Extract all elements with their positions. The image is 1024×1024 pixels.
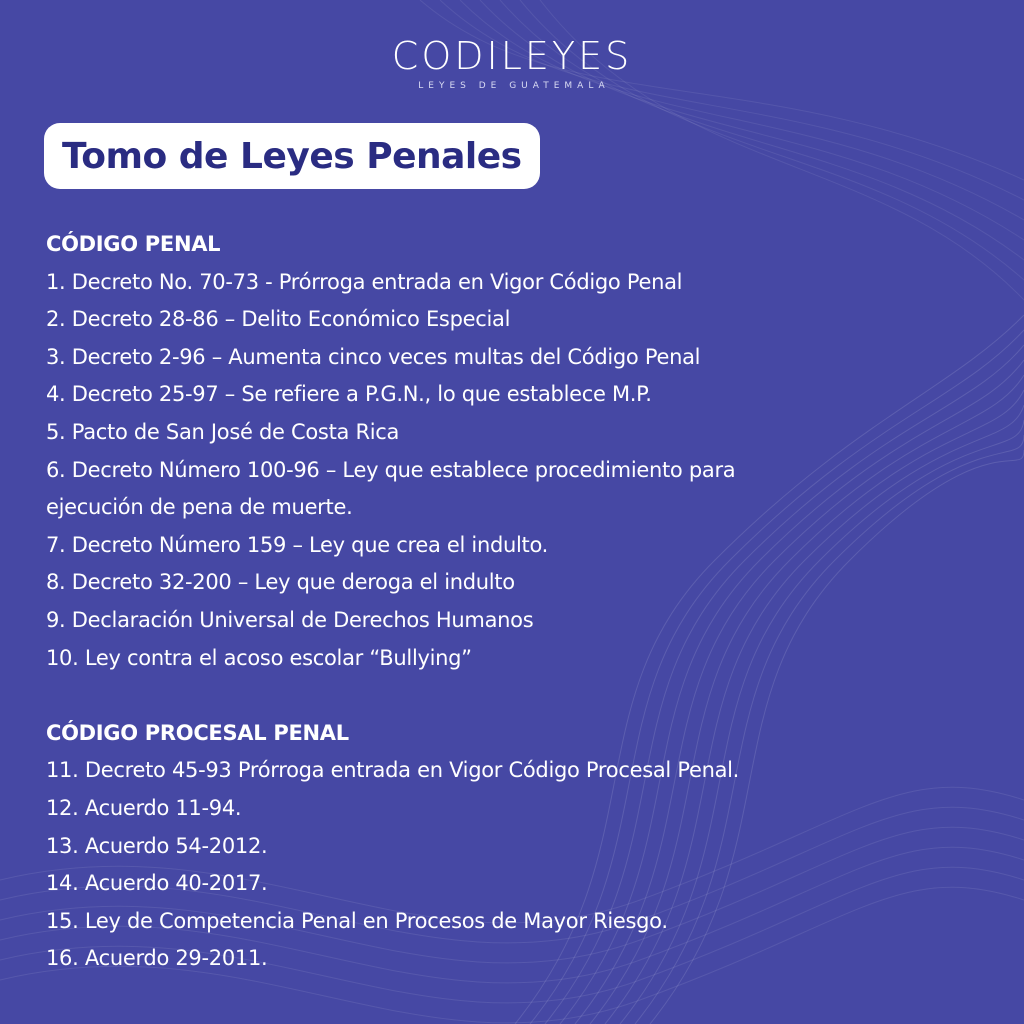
page-title: Tomo de Leyes Penales	[62, 135, 522, 177]
law-list	[46, 226, 946, 978]
list-item: 16. Acuerdo 29-2011.	[46, 946, 268, 971]
list-item: 8. Decreto 32-200 – Ley que deroga el indulto	[46, 570, 515, 595]
title-pill	[44, 123, 540, 189]
list-item: 14. Acuerdo 40-2017.	[46, 871, 268, 896]
brand-name: CODILEYES	[391, 34, 633, 78]
list-item: 1. Decreto No. 70-73 - Prórroga entrada en Vigor Código Penal	[46, 269, 683, 294]
brand-logo	[0, 34, 1024, 92]
list-item: 7. Decreto Número 159 – Ley que crea el indulto.	[46, 532, 549, 557]
list-item: 12. Acuerdo 11-94.	[46, 795, 242, 820]
list-item: 13. Acuerdo 54-2012.	[46, 833, 268, 858]
list-item: 5. Pacto de San José de Costa Rica	[46, 419, 400, 444]
list-item: ejecución de pena de muerte.	[46, 495, 353, 520]
section-spacer	[46, 677, 946, 715]
list-item: 9. Declaración Universal de Derechos Humanos	[46, 607, 534, 632]
list-item: 2. Decreto 28-86 – Delito Económico Especial	[46, 307, 511, 332]
list-item: 6. Decreto Número 100-96 – Ley que establece procedimiento para	[46, 457, 736, 482]
list-item: 3. Decreto 2-96 – Aumenta cinco veces multas del Código Penal	[46, 344, 701, 369]
brand-tagline: LEYES DE GUATEMALA	[418, 81, 610, 91]
section-heading-codigo-penal: CÓDIGO PENAL	[46, 232, 221, 256]
list-item: 4. Decreto 25-97 – Se refiere a P.G.N., lo que establece M.P.	[46, 382, 652, 407]
section-heading-codigo-procesal-penal: CÓDIGO PROCESAL PENAL	[46, 720, 349, 745]
list-item: 15. Ley de Competencia Penal en Procesos de Mayor Riesgo.	[46, 908, 668, 933]
list-item: 10. Ley contra el acoso escolar “Bullying”	[46, 645, 472, 670]
list-item: 11. Decreto 45-93 Prórroga entrada en Vigor Código Procesal Penal.	[46, 758, 740, 783]
